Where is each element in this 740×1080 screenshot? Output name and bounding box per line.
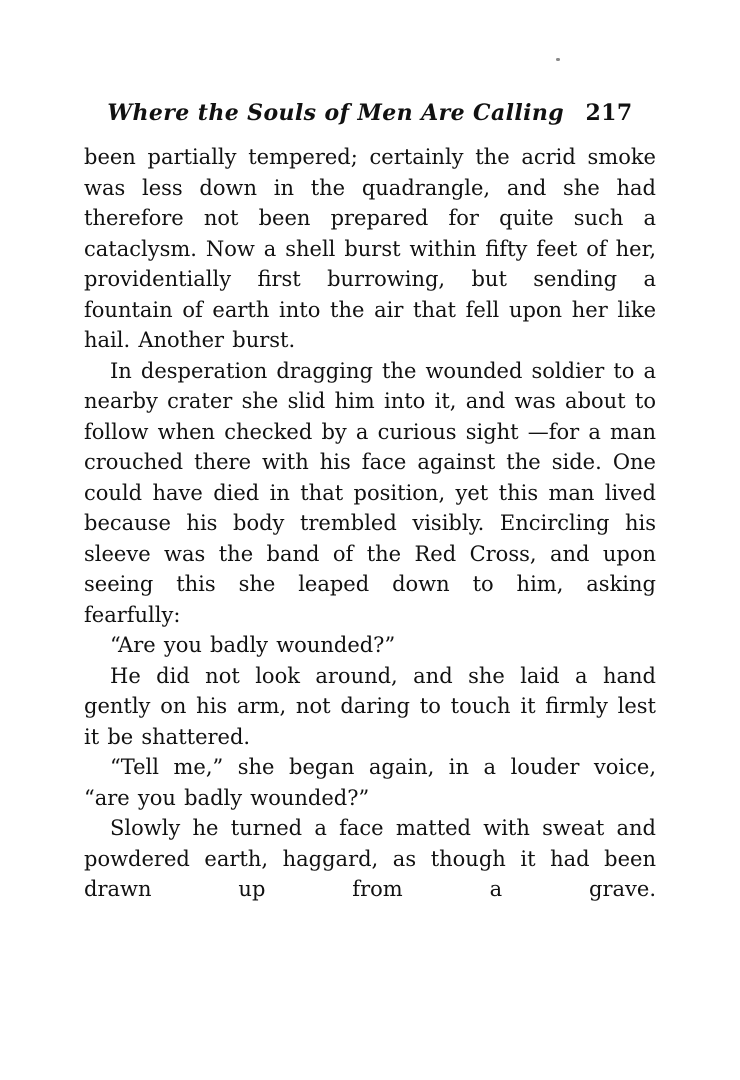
running-head bbox=[84, 100, 656, 126]
body-text bbox=[84, 142, 656, 905]
paragraph: In desperation dragging the wounded soldier to a nearby crater she slid him into it, and was about to follow when checked by a curious sight —for a man crouched there with his face against the side. One could have died in that position, yet this man lived because his body trembled visibly. Encircling his sleeve was the band of the Red Cross, and upon seeing this she leaped down to him, asking fearfully: bbox=[84, 358, 656, 627]
scan-artifact bbox=[556, 58, 560, 61]
paragraph: Slowly he turned a face matted with sweat and powdered earth, haggard, as though it had been drawn up from a grave. bbox=[84, 816, 656, 901]
paragraph: “Tell me,” she began again, in a louder voice, “are you badly wounded?” bbox=[84, 755, 656, 810]
page-number: 217 bbox=[585, 100, 633, 126]
paragraph: He did not look around, and she laid a hand gently on his arm, not daring to touch it firmly lest it be shattered. bbox=[84, 663, 656, 749]
paragraph: “Are you badly wounded?” bbox=[110, 633, 396, 657]
text-column bbox=[84, 100, 656, 905]
page-title: Where the Souls of Men Are Calling bbox=[107, 100, 565, 126]
paragraph: been partially tempered; certainly the acrid smoke was less down in the quadrangle, and she had therefore not been prepared for quite such a cataclysm. Now a shell burst within fifty feet of her, providentially first burrowing, but sending a fountain of earth into the air that fell upon her like hail. Another burst. bbox=[84, 145, 656, 352]
